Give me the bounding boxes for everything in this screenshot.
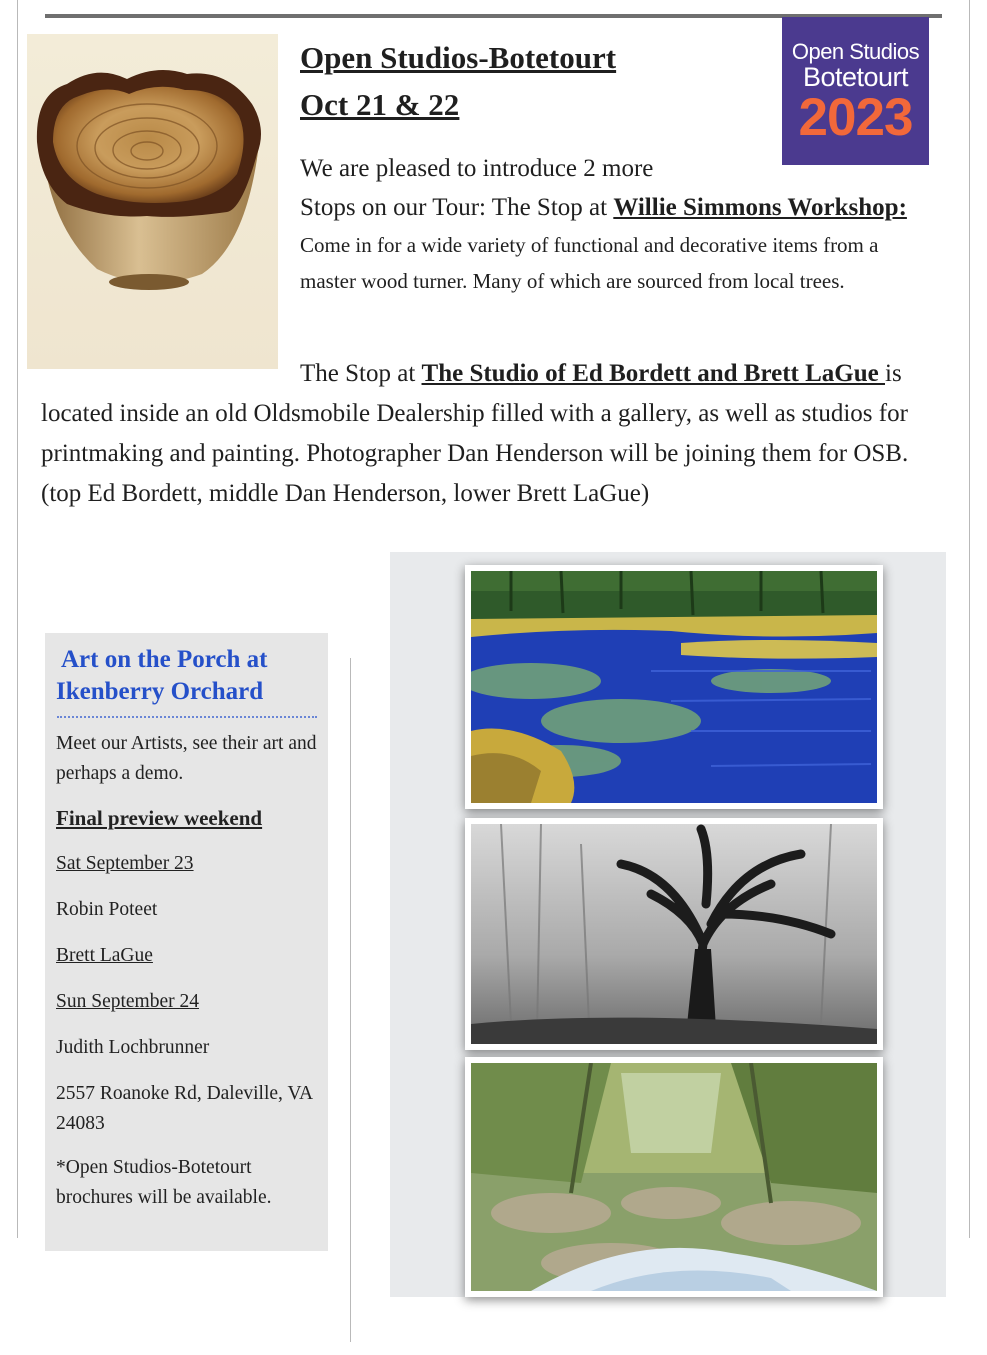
final-preview-heading: Final preview weekend <box>56 806 263 830</box>
sidebar-body <box>56 729 321 1213</box>
page-right-border <box>969 0 970 1238</box>
studio-paragraph <box>41 354 946 514</box>
logo-line2: Botetourt <box>802 62 909 92</box>
willie-simmons-link[interactable]: Willie Simmons Workshop: <box>613 194 907 221</box>
page-left-border <box>17 0 18 1238</box>
logo-year: 2023 <box>798 88 913 147</box>
brochures-note: *Open Studios-Botetourt brochures will be available. <box>56 1157 272 1208</box>
page-title <box>300 34 770 128</box>
sidebar-title <box>56 644 321 708</box>
date-sun: Sun September 24 <box>56 991 199 1012</box>
intro-lead-2: Stops on our Tour: The Stop at <box>300 194 614 221</box>
open-studios-logo <box>782 17 929 165</box>
willie-description: Come in for a wide variety of functional and decorative items from a master wood turner. Many of which are sourced from local trees. <box>300 233 879 293</box>
painting-marsh-ed-bordett <box>465 565 883 809</box>
artist-judith-lochbrunner: Judith Lochbrunner <box>56 1037 210 1058</box>
logo-line1: Open Studios <box>791 39 920 64</box>
address: 2557 Roanoke Rd, Daleville, VA 24083 <box>56 1083 313 1134</box>
title-line2: Oct 21 & 22 <box>300 87 460 122</box>
art-on-porch-box <box>45 633 328 1251</box>
sidebar-intro: Meet our Artists, see their art and perhaps a demo. <box>56 733 317 784</box>
title-line1: Open Studios-Botetourt <box>300 40 617 75</box>
stop2-prefix: The Stop at <box>300 360 422 387</box>
artist-brett-lague[interactable]: Brett LaGue <box>56 945 153 966</box>
date-sat: Sat September 23 <box>56 853 194 874</box>
intro-paragraph <box>300 149 930 299</box>
dotted-divider <box>57 716 317 718</box>
wood-bowl-photo <box>27 34 278 369</box>
artist-robin-poteet: Robin Poteet <box>56 899 158 920</box>
intro-lead-1: We are pleased to introduce 2 more <box>300 155 654 182</box>
painting-creek-brett-lague <box>465 1057 883 1297</box>
sidebar-title-line1: Art on the Porch at <box>61 646 268 673</box>
studio-ed-bordett-brett-lague-link[interactable]: The Studio of Ed Bordett and Brett LaGue <box>421 360 885 387</box>
stop2-text: is located inside an old Oldsmobile Dealership filled with a gallery, as well as studios for printmaking and painting. Photographer Dan Henderson will be joining them for OSB. (top Ed Bordett, middle Dan Henderson, lower Brett LaGue) <box>41 360 909 507</box>
column-divider <box>350 658 351 1342</box>
artwork-panel <box>390 552 946 1297</box>
photo-oak-tree-dan-henderson <box>465 818 883 1050</box>
sidebar-title-line2: Ikenberry Orchard <box>56 678 264 705</box>
